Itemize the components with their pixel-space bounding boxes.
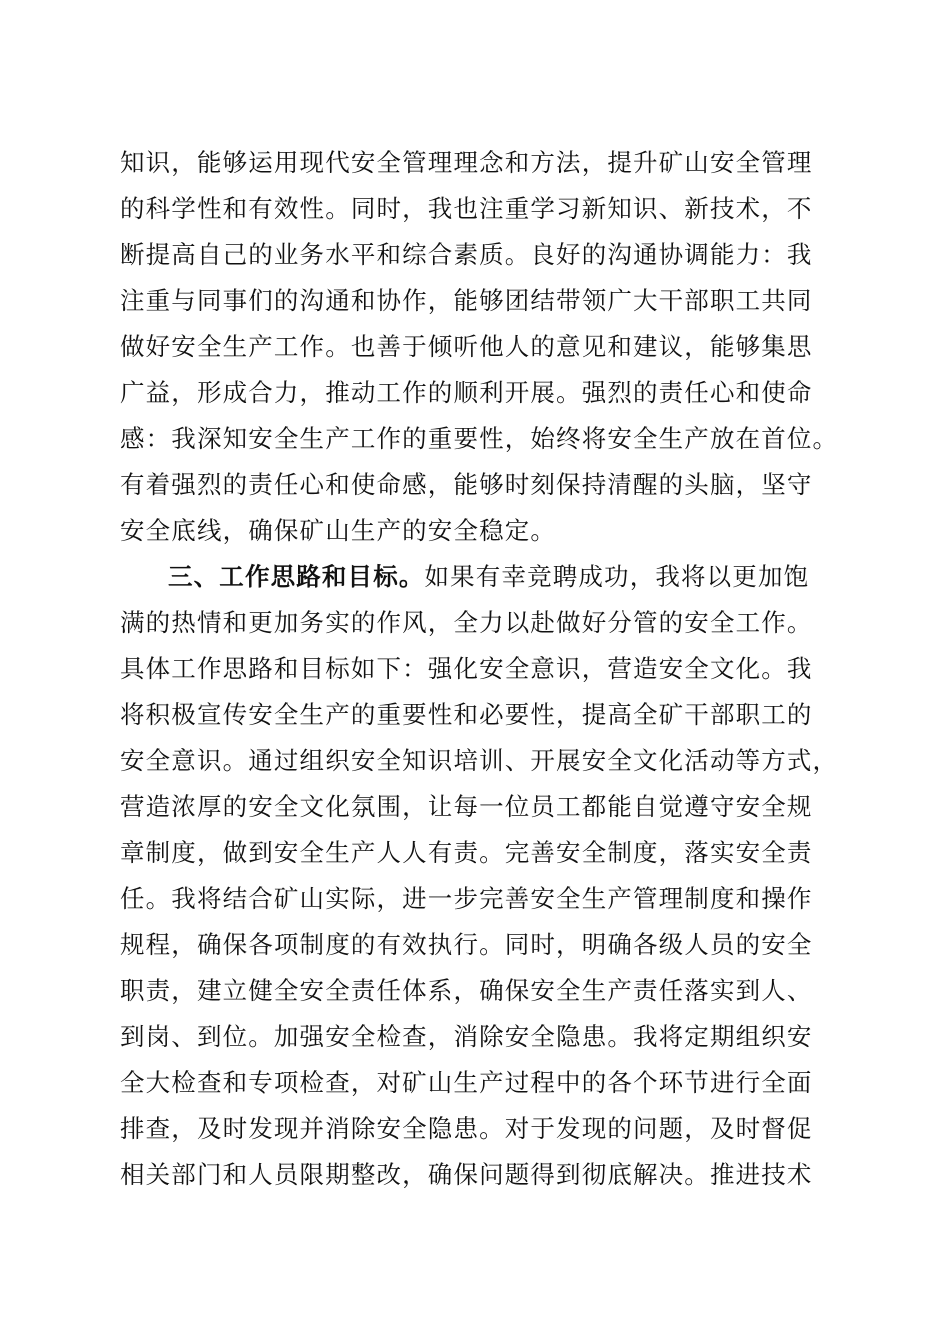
text-line: 有着强烈的责任心和使命感，能够时刻保持清醒的头脑，坚守 [120, 470, 813, 499]
text-line: 相关部门和人员限期整改，确保问题得到彻底解决。推进技术 [120, 1160, 813, 1189]
text-line: 满的热情和更加务实的作风，全力以赴做好分管的安全工作。 [120, 608, 813, 637]
text-line: 感：我深知安全生产工作的重要性，始终将安全生产放在首位。 [120, 424, 839, 453]
text-line: 到岗、到位。加强安全检查，消除安全隐患。我将定期组织安 [120, 1022, 813, 1051]
text-line: 规程，确保各项制度的有效执行。同时，明确各级人员的安全 [120, 930, 813, 959]
section-heading: 三、工作思路和目标。 [168, 562, 425, 591]
section-first-line [168, 554, 809, 600]
text-line: 注重与同事们的沟通和协作，能够团结带领广大干部职工共同 [120, 286, 813, 315]
text-line: 知识，能够运用现代安全管理理念和方法，提升矿山安全管理 [120, 148, 813, 177]
text-line: 安全底线，确保矿山生产的安全稳定。 [120, 516, 557, 545]
text-line: 排查，及时发现并消除安全隐患。对于发现的问题，及时督促 [120, 1114, 813, 1143]
text-line: 广益，形成合力，推动工作的顺利开展。强烈的责任心和使命 [120, 378, 813, 407]
text-line: 章制度，做到安全生产人人有责。完善安全制度，落实安全责 [120, 838, 813, 867]
text-line: 将积极宣传安全生产的重要性和必要性，提高全矿干部职工的 [120, 700, 813, 729]
text-line: 的科学性和有效性。同时，我也注重学习新知识、新技术，不 [120, 194, 813, 223]
text-line: 全大检查和专项检查，对矿山生产过程中的各个环节进行全面 [120, 1068, 813, 1097]
text-line: 做好安全生产工作。也善于倾听他人的意见和建议，能够集思 [120, 332, 813, 361]
text-line: 具体工作思路和目标如下：强化安全意识，营造安全文化。我 [120, 654, 813, 683]
text-line: 职责，建立健全安全责任体系，确保安全生产责任落实到人、 [120, 976, 813, 1005]
text-line: 安全意识。通过组织安全知识培训、开展安全文化活动等方式， [120, 746, 839, 775]
text-line: 任。我将结合矿山实际，进一步完善安全生产管理制度和操作 [120, 884, 813, 913]
text-line: 营造浓厚的安全文化氛围，让每一位员工都能自觉遵守安全规 [120, 792, 813, 821]
text-line: 断提高自己的业务水平和综合素质。良好的沟通协调能力：我 [120, 240, 813, 269]
text-run: 如果有幸竞聘成功，我将以更加饱 [424, 562, 810, 591]
